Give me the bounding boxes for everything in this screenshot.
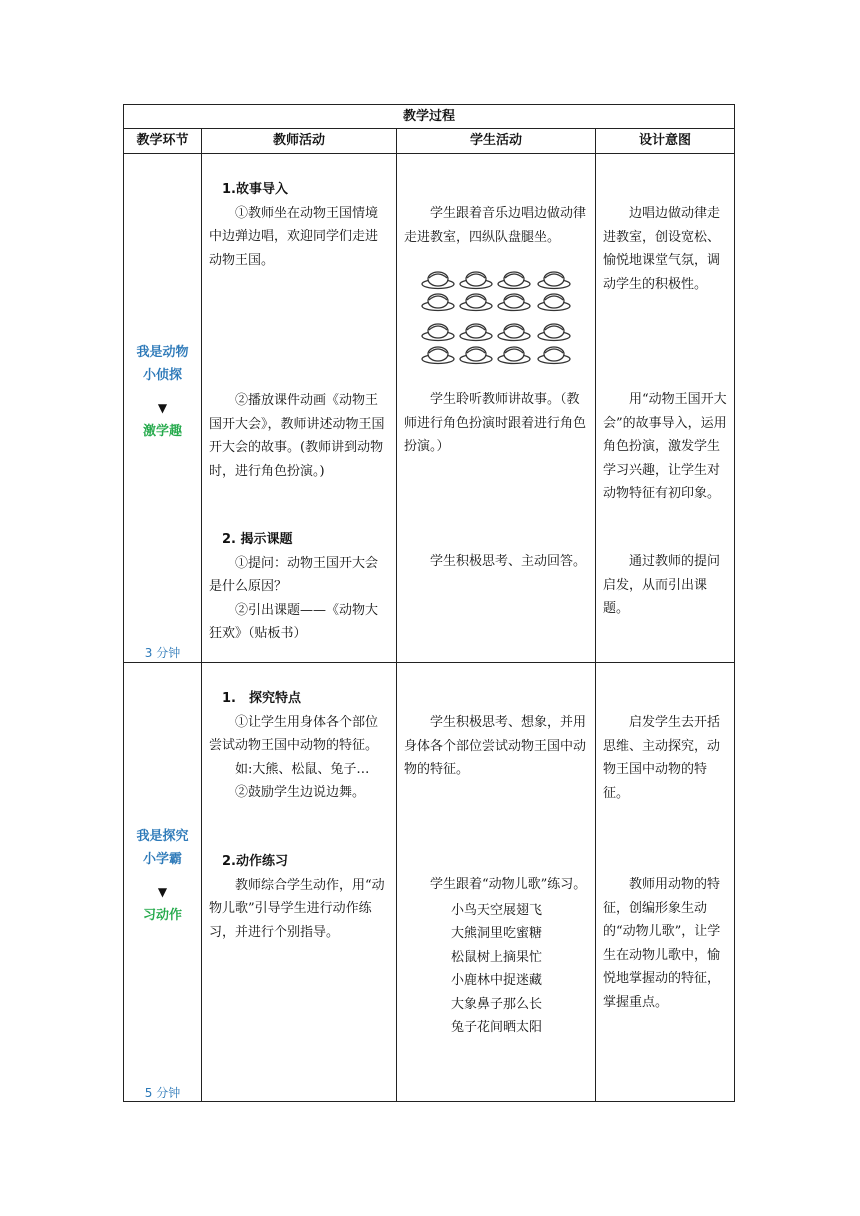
student-text: 学生积极思考、想象，并用身体各个部位尝试动物王国中动物的特征。 (404, 715, 587, 777)
section-1-intent-2 (603, 388, 729, 506)
seated-student-icon (538, 272, 570, 289)
stage-2-name: 我是探究 (136, 829, 189, 844)
stage-2 (124, 825, 201, 927)
seated-student-icon (460, 272, 492, 289)
seated-student-icon (460, 347, 492, 364)
student-text: 学生积极思考、主动回答。 (430, 554, 587, 569)
seated-student-icon (422, 272, 454, 289)
intent-text: 用“动物王国开大会”的故事导入，运用角色扮演，激发学生学习兴趣，让学生对动物特征有初印象。 (603, 392, 727, 501)
stage-2-time: 5 分钟 (144, 1086, 181, 1100)
seated-student-icon (460, 324, 492, 341)
stage-1-name-2: 小侦探 (142, 368, 182, 383)
teacher-text: ②鼓励学生边说边舞。 (235, 785, 366, 800)
seated-student-icon (498, 324, 530, 341)
teacher-text: 如:大熊、松鼠、兔子… (235, 761, 370, 777)
song-line: 兔子花间晒太阳 (451, 1020, 543, 1035)
song-line: 大熊洞里吃蜜糖 (451, 926, 543, 941)
arrow-down-icon: ▼ (157, 885, 168, 899)
animal-song (404, 899, 589, 1040)
teacher-text: ①让学生用身体各个部位尝试动物王国中动物的特征。 (209, 714, 379, 753)
section-2-intent (603, 711, 729, 805)
stage-2-name-2: 小学霸 (142, 852, 182, 867)
seated-students-illustration (416, 268, 586, 378)
seated-student-icon (422, 294, 454, 311)
teacher-text: ②引出课题——《动物大狂欢》（贴板书） (209, 602, 379, 641)
section-1-intent-3 (603, 550, 729, 621)
header-student: 学生活动 (469, 133, 522, 148)
section-1-teacher-2 (209, 389, 390, 483)
song-line: 大象鼻子那么长 (451, 996, 543, 1012)
song-line: 小鸟天空展翅飞 (451, 902, 543, 918)
divider (201, 128, 202, 1102)
teacher-text: ②播放课件动画《动物王国开大会》，教师讲述动物王国开大会的故事。(教师讲到动物时，进行角色扮演。) (209, 393, 385, 479)
song-line: 松鼠树上摘果忙 (451, 949, 543, 965)
heading-reveal-topic: 2. 揭示课题 (222, 532, 293, 547)
teacher-text: 教师综合学生动作，用“动物儿歌”引导学生进行动作练习，并进行个别指导。 (209, 877, 385, 940)
student-text: 学生聆听教师讲故事。（教师进行角色扮演时跟着进行角色扮演。） (404, 392, 587, 454)
intent-text: 启发学生去开括思维、主动探究，动物王国中动物的特征。 (603, 715, 721, 801)
teacher-text: ①提问：动物王国开大会是什么原因？ (209, 555, 379, 594)
intent-text: 教师用动物的特征，创编形象生动的“动物儿歌”，让学生在动物儿歌中，愉悦地掌握动的特征，掌握重点。 (603, 877, 721, 1010)
divider (396, 128, 397, 1102)
divider (124, 128, 734, 129)
seated-student-icon (498, 272, 530, 289)
section-1-student (404, 202, 589, 249)
teaching-process-table (123, 104, 735, 1102)
seated-student-icon (538, 294, 570, 311)
intent-text: 边唱边做动律走进教室，创设宽松、愉悦地课堂气氛，调动学生的积极性。 (603, 206, 721, 292)
seated-student-icon (538, 347, 570, 364)
section-2-teacher (209, 687, 390, 805)
seated-student-icon (498, 294, 530, 311)
divider (124, 153, 734, 154)
section-1-intent (603, 202, 729, 296)
heading-story-intro: 1.故事导入 (222, 182, 288, 197)
header-intent: 设计意图 (638, 133, 691, 148)
divider (124, 662, 734, 663)
seated-student-icon (460, 294, 492, 311)
section-2-teacher-2 (209, 850, 390, 944)
section-2-student-2 (404, 873, 589, 1040)
section-1-student-3 (404, 550, 589, 574)
header-stage: 教学环节 (136, 133, 189, 148)
header-teacher: 教师活动 (272, 133, 325, 148)
divider (595, 128, 596, 1102)
stage-1-goal: 激学趣 (142, 424, 182, 439)
stage-1-name: 我是动物 (136, 345, 189, 360)
seated-student-icon (498, 347, 530, 364)
stage-1 (124, 341, 201, 443)
seated-student-icon (538, 324, 570, 341)
section-2-student (404, 711, 589, 782)
student-text: 学生跟着音乐边唱边做动律走进教室，四纵队盘腿坐。 (404, 206, 587, 245)
stage-2-goal: 习动作 (142, 908, 182, 923)
arrow-down-icon: ▼ (157, 401, 168, 415)
section-1-teacher-3 (209, 528, 390, 646)
song-line: 小鹿林中捉迷藏 (451, 973, 543, 988)
section-2-intent-2 (603, 873, 729, 1014)
section-1-student-2 (404, 388, 589, 459)
seated-student-icon (422, 347, 454, 364)
intent-text: 通过教师的提问启发，从而引出课题。 (603, 554, 721, 616)
section-1-teacher (209, 178, 390, 272)
stage-1-time: 3 分钟 (144, 646, 181, 660)
heading-movement-practice: 2.动作练习 (222, 854, 288, 869)
seated-student-icon (422, 324, 454, 341)
heading-explore-features: 1. 探究特点 (222, 691, 301, 706)
table-title: 教学过程 (402, 109, 455, 124)
student-text: 学生跟着“动物儿歌”练习。 (430, 877, 587, 892)
teacher-text: ①教师坐在动物王国情境中边弹边唱，欢迎同学们走进动物王国。 (209, 205, 379, 268)
